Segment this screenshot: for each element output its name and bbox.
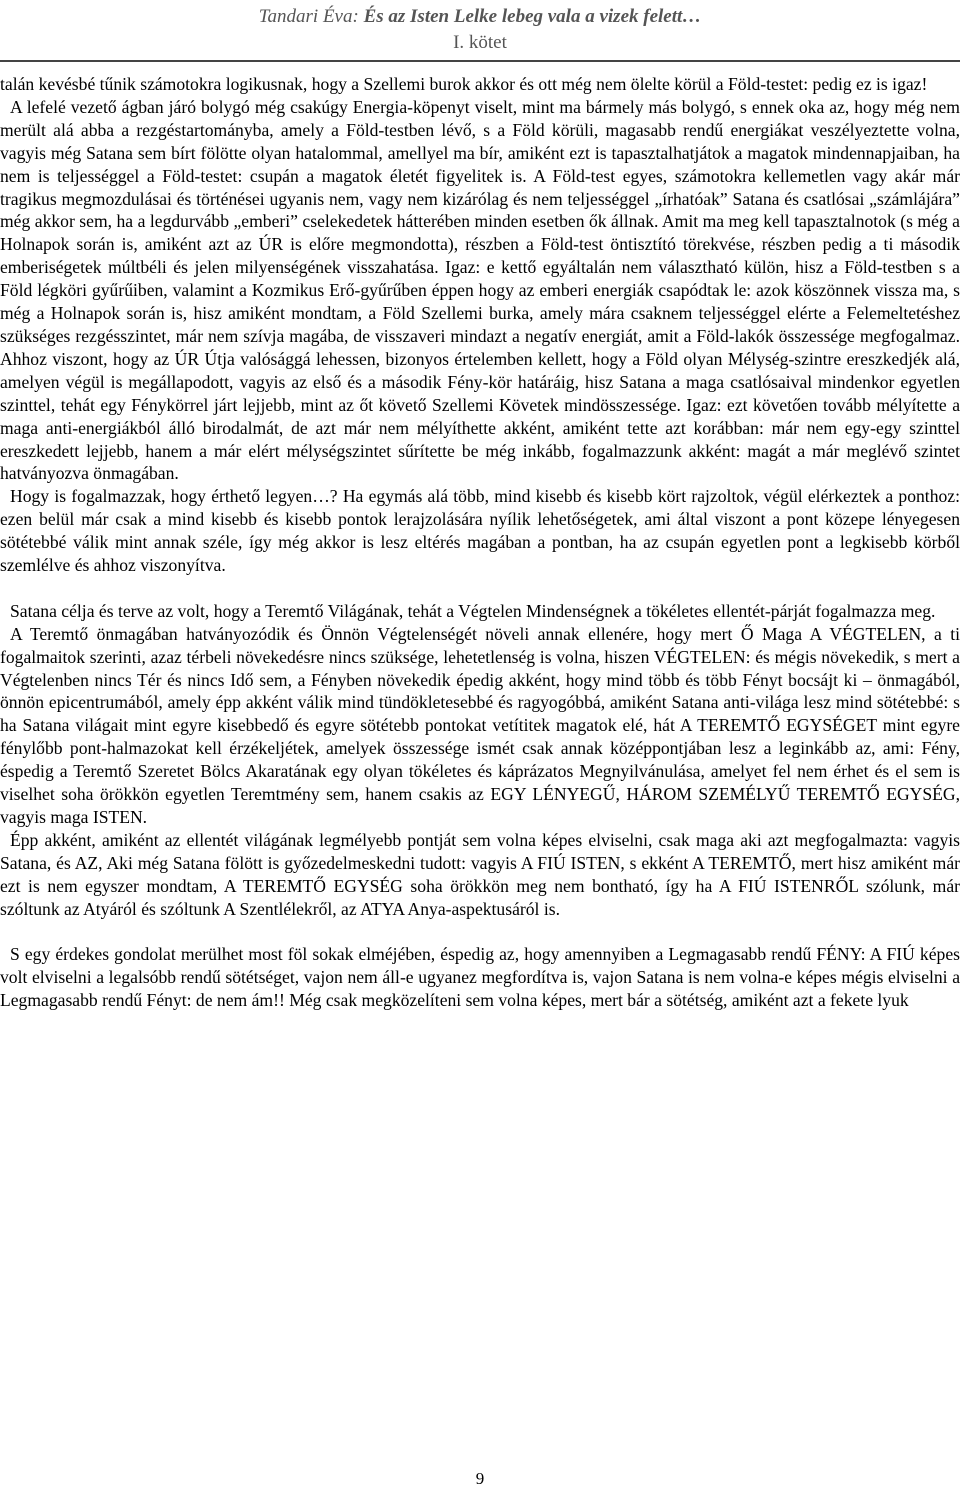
paragraph: A lefelé vezető ágban járó bolygó még csakúgy Energia-köpenyt viselt, mint ma bármely más bolygó, s ennek oka az, hogy még nem merült alá abba a rezgéstartományba, amely a Föld-testben lévő, s a Föld körüli, magasabb rendű energiákat veszélyeztette volna, vagyis még Satana sem bírt fölötte olyan hatalommal, amellyel ma bír, amiként ezt is tapasztalhatjátok a magatok mindennapjaiban, ha nem is teljességgel a Föld-testet: csupán a magatok életét figyelitek is. A Föld-test egyes, számotokra kellemetlen vagy akár már tragikus megmozdulásai és történései ugyanis nem, vagy nem kizárólag és nem teljességgel „írhatóak” Satana és csatlósai „számlájára” még akkor sem, ha a legdurvább „emberi” cselekedetek hátterében minden esetben ők állnak. Amit ma meg kell tapasztalnotok (s még a Holnapok során is, amiként azt az ÚR is előre megmondotta), részben a Föld-test öntisztító törekvése, részben pedig a ti második emberiségetek múltbéli és jelen milyenségének visszahatása. Igaz: e kettő egyáltalán nem választható külön, hisz a Föld-testben s a Föld légköri gyűrűiben, valamint a Kozmikus Erő-gyűrűben éppen hogy az emberi energiák csapódtak le: azok köszönnek vissza ma, s még a Holnapok során is, hisz amiként mondtam, a Föld Szellemi burka, amely mára csaknem teljességgel elérte a Felemeltetéshez szükséges rezgésszintet, már nem szívja magába, de visszaveri mindazt a negatív energiát, amit a Föld-lakók összessége megfogalmaz. Ahhoz viszont, hogy az ÚR Útja valósággá lehessen, bizonyos értelemben kellett, hogy a Föld olyan Mélység-szintre ereszkedjék alá, amelyen végül is megállapodott, vagyis az első és a második Fény-kör határáig, hisz Satana a maga csatlósaival mindenkor egyetlen szinttel, tehát egy Fénykörrel járt lejjebb, mint az őt követő Szellemi Követek mindösszessége. Igaz: ezt követően tovább mélyítette a maga anti-energiákból álló birodalmát, de azt már nem mélyíthette akként, amiként tette azt korábban: már nem egy-egy szinttel ereszkedett lejjebb, hanem a már elért mélységszintet sűrítette be még inkább, fogalmazzunk akként: magát a már meglévő szintet hatványozva önmagában. [0,96,960,484]
body-text [0,73,960,1012]
running-header [0,4,960,56]
header-volume: I. kötet [453,32,507,53]
header-title: És az Isten Lelke lebeg vala a vizek felett… [363,6,702,27]
paragraph: Épp akként, amiként az ellentét világának legmélyebb pontját sem volna képes elviselni, csak maga aki azt megfogalmazta: vagyis Satana, és AZ, Aki még Satana fölött is győzedelmeskedni tudott: vagyis A FIÚ ISTEN, s ekként A TEREMTŐ, mert hisz amiként már ezt is nem egyszer mondtam, A TEREMTŐ EGYSÉG soha örökkön meg nem bontható, így ha A FIÚ ISTENRŐL szólunk, már szóltunk az Atyáról és szóltunk A Szentlélekről, az ATYA Anya-aspektusáról is. [0,829,960,919]
header-divider [0,60,960,62]
paragraph: talán kevésbé tűnik számotokra logikusnak, hogy a Szellemi burok akkor és ott még nem ölelte körül a Föld-testet: pedig ez is igaz! [0,74,928,94]
header-author: Tandari Éva: [258,6,359,27]
paragraph: A Teremtő önmagában hatványozódik és Önnön Végtelenségét növeli annak ellenére, hogy mert Ő Maga A VÉGTELEN, a ti fogalmaitok szerinti, azaz térbeli növekedésre nincs szüksége, lehetetlenség is volna, hiszen VÉGTELEN: és mégis növekedik, s mert a Végtelenben nincs Tér és nincs Idő sem, a Fényben növekedik épedig akként, hogy mind több és több Fényt bocsájt ki – önmagából, önnön epicentrumából, amely épp akként válik mind tündökletesebbé és ragyogóbbá, amiként Satana anti-világa lesz mind sötétebbé: s ha Satana világait mint egyre kisebbedő és egyre sötétebb pontokat vetítitek magatok elé, hát A TEREMTŐ EGYSÉGET mint egyre fénylőbb pont-halmazokat kell érzékeljétek, amelyek összessége ismét csak annak középpontjában lesz a leginkább az, ami: Fény, éspedig a Teremtő Szeretet Bölcs Akaratának egy olyan tökéletes és káprázatos Megnyilvánulása, amelyet fel nem érhet és el sem is viselhet soha örökkön egyetlen Teremtmény sem, hanem csakis az EGY LÉNYEGŰ, HÁROM SZEMÉLYŰ TEREMTŐ EGYSÉG, vagyis maga ISTEN. [0,623,960,827]
page-number: 9 [475,1469,485,1488]
paragraph: Satana célja és terve az volt, hogy a Teremtő Világának, tehát a Végtelen Mindenségnek a tökéletes ellentét-párját fogalmazza meg. [10,600,936,621]
paragraph: Hogy is fogalmazzak, hogy érthető legyen…? Ha egymás alá több, mind kisebb és kisebb kört rajzoltok, végül elérkeztek a ponthoz: ezen belül már csak a mind kisebb és kisebb pontok lerajzolására nyílik lehetőségetek, ami által viszont a pont közepe lényegesen sötétebbé válik mint annak széle, így még akkor is lesz eltérés magában a pontban, ha az csupán egyetlen pont a legkisebb körből szemlélve és ahhoz viszonyítva. [0,486,960,576]
paragraph: S egy érdekes gondolat merülhet most föl sokak elméjében, éspedig az, hogy amennyiben a Legmagasabb rendű FÉNY: A FIÚ képes volt elviselni a legalsóbb rendű sötétséget, vajon nem áll-e ugyanez megfordítva is, vajon Satana is nem volna-e képes mégis elviselni a Legmagasabb rendű Fényt: de nem ám!! Még csak megközelíteni sem volna képes, mert bár a sötétség, amiként azt a fekete lyuk [0,944,960,1011]
